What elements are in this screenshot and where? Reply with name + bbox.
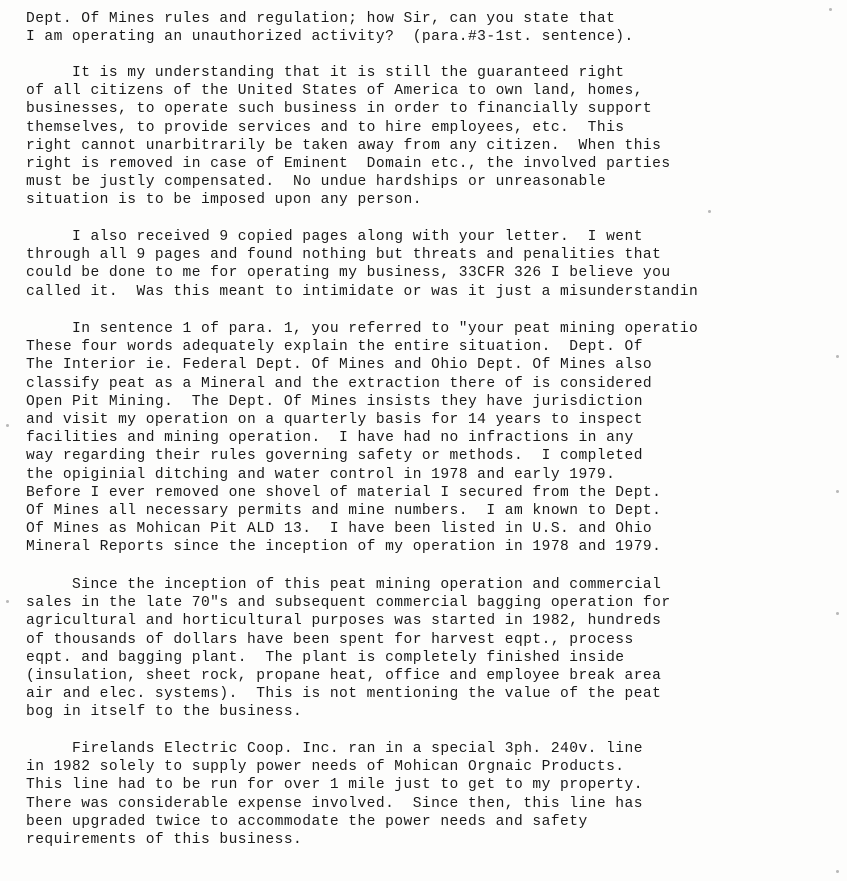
text-line: Since the inception of this peat mining operation and commercial xyxy=(26,577,662,593)
scan-speck xyxy=(836,355,839,358)
scan-speck xyxy=(836,490,839,493)
scan-speck xyxy=(6,600,9,603)
text-line: air and elec. systems). This is not mentioning the value of the peat xyxy=(26,686,662,703)
text-line: businesses, to operate such business in order to financially support xyxy=(26,101,653,118)
scan-speck xyxy=(708,210,711,213)
text-line: situation is to be imposed upon any person. xyxy=(26,192,422,209)
text-line: Of Mines as Mohican Pit ALD 13. I have been listed in U.S. and Ohio xyxy=(26,521,653,538)
text-line: way regarding their rules governing safety or methods. I completed xyxy=(26,448,643,465)
scan-speck xyxy=(836,870,839,873)
text-line: through all 9 pages and found nothing but threats and penalities that xyxy=(26,247,662,264)
text-line: I also received 9 copied pages along with your letter. I went xyxy=(26,229,643,245)
text-line: These four words adequately explain the entire situation. Dept. Of xyxy=(26,339,643,356)
text-line: bog in itself to the business. xyxy=(26,704,303,721)
paragraph-citizen-rights xyxy=(26,64,671,210)
scan-speck xyxy=(6,424,9,427)
text-line: Mineral Reports since the inception of my operation in 1978 and 1979. xyxy=(26,539,662,556)
text-line: right cannot unarbitrarily be taken away from any citizen. When this xyxy=(26,137,662,154)
text-line: It is my understanding that it is still the guaranteed right xyxy=(26,65,625,81)
text-line: and visit my operation on a quarterly basis for 14 years to inspect xyxy=(26,412,643,429)
text-line: must be justly compensated. No undue hardships or unreasonable xyxy=(26,174,607,191)
paragraph-copied-pages xyxy=(26,228,698,301)
text-line: facilities and mining operation. I have had no infractions in any xyxy=(26,430,634,447)
text-line: Firelands Electric Coop. Inc. ran in a special 3ph. 240v. line xyxy=(26,741,643,757)
text-line: There was considerable expense involved. Since then, this line has xyxy=(26,795,643,812)
text-line: themselves, to provide services and to hire employees, etc. This xyxy=(26,119,625,136)
paragraph-commercial-investment xyxy=(26,576,671,722)
text-line: The Interior ie. Federal Dept. Of Mines and Ohio Dept. Of Mines also xyxy=(26,357,653,374)
text-line: I am operating an unauthorized activity? (para.#3-1st. sentence). xyxy=(26,29,634,46)
text-line: of thousands of dollars have been spent for harvest eqpt., process xyxy=(26,631,634,648)
text-line: Before I ever removed one shovel of material I secured from the Dept. xyxy=(26,484,662,501)
text-line: the opiginial ditching and water control in 1978 and early 1979. xyxy=(26,466,616,483)
text-line: agricultural and horticultural purposes was started in 1982, hundreds xyxy=(26,613,662,630)
text-line: (insulation, sheet rock, propane heat, office and employee break area xyxy=(26,668,662,685)
text-line: sales in the late 70"s and subsequent commercial bagging operation for xyxy=(26,595,671,612)
text-line: Of Mines all necessary permits and mine numbers. I am known to Dept. xyxy=(26,503,662,520)
scan-speck xyxy=(836,612,839,615)
text-line: could be done to me for operating my business, 33CFR 326 I believe you xyxy=(26,265,671,282)
paragraph-peat-mining-operation xyxy=(26,320,698,557)
scan-speck xyxy=(829,8,832,11)
text-line: eqpt. and bagging plant. The plant is completely finished inside xyxy=(26,649,625,666)
text-line: In sentence 1 of para. 1, you referred to "your peat mining operatio xyxy=(26,321,699,337)
text-line: Dept. Of Mines rules and regulation; how Sir, can you state that xyxy=(26,11,616,27)
text-line: classify peat as a Mineral and the extraction there of is considered xyxy=(26,375,653,392)
text-line: right is removed in case of Eminent Domain etc., the involved parties xyxy=(26,156,671,173)
text-line: been upgraded twice to accommodate the power needs and safety xyxy=(26,813,588,830)
text-line: in 1982 solely to supply power needs of Mohican Orgnaic Products. xyxy=(26,759,625,776)
paragraph-unauthorized-activity xyxy=(26,10,634,46)
text-line: called it. Was this meant to intimidate or was it just a misunderstandin xyxy=(26,283,699,300)
text-line: of all citizens of the United States of America to own land, homes, xyxy=(26,83,643,100)
text-line: Open Pit Mining. The Dept. Of Mines insists they have jurisdiction xyxy=(26,393,643,410)
paragraph-electric-coop xyxy=(26,740,643,849)
text-line: This line had to be run for over 1 mile just to get to my property. xyxy=(26,777,643,794)
text-line: requirements of this business. xyxy=(26,832,303,849)
